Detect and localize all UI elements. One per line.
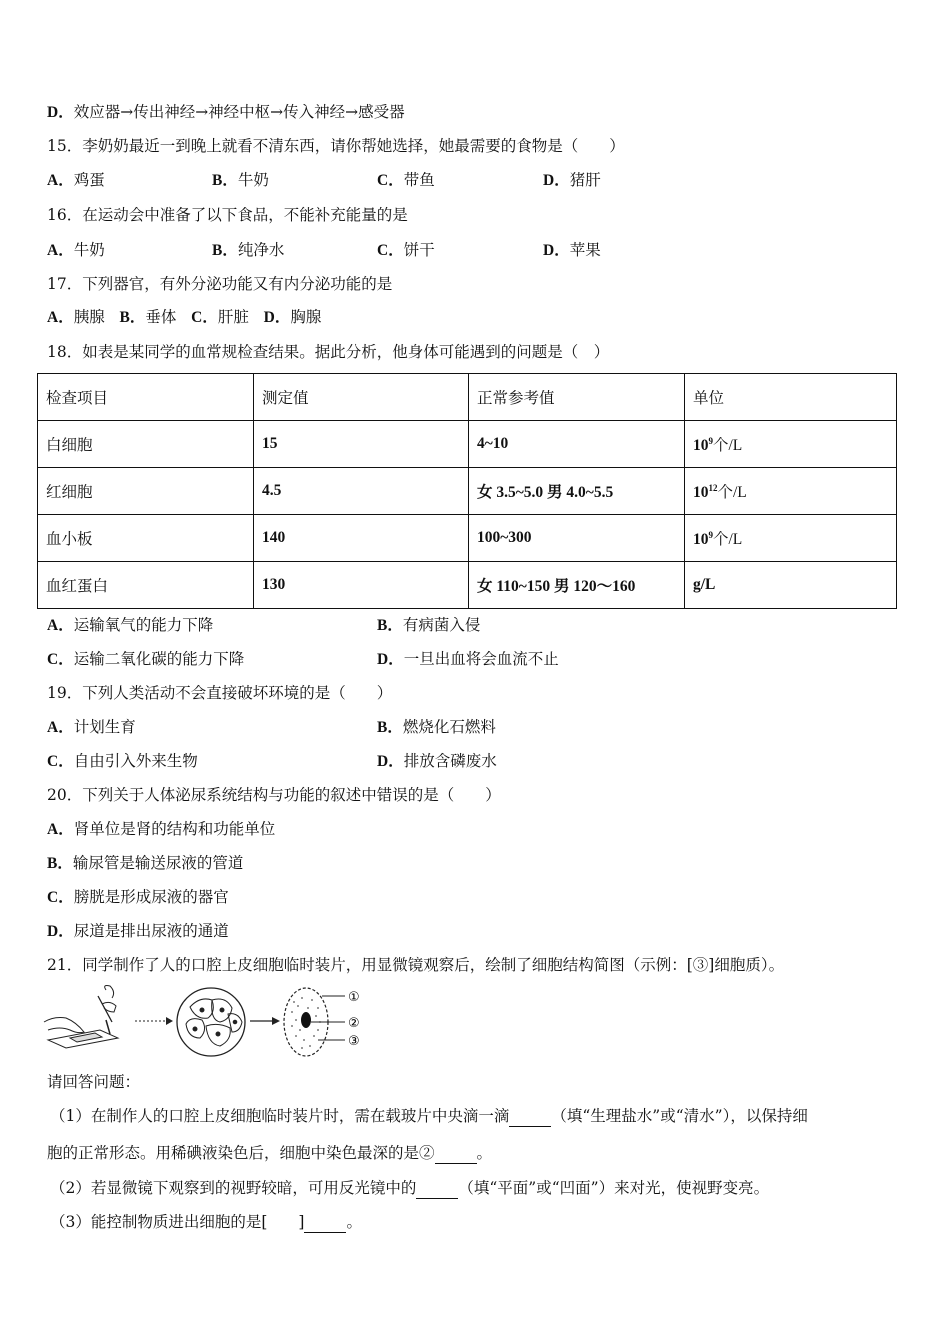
q20-option-a: A．肾单位是肾的结构和功能单位 <box>47 820 276 838</box>
table-header: 测定值 <box>254 374 469 421</box>
table-cell: 130 <box>254 562 469 609</box>
q19-option-d: D．排放含磷废水 <box>377 752 497 770</box>
blood-test-table <box>37 373 897 609</box>
label-2: ② <box>348 1016 360 1031</box>
q18-option-a: A．运输氧气的能力下降 <box>47 616 214 634</box>
table-cell: $10^9$个/L <box>685 515 897 562</box>
q14-option-d: D．效应器→传出神经→神经中枢→传入神经→感受器 <box>47 103 405 121</box>
table-cell: $10^9$个/L <box>685 421 897 468</box>
q16-option-d: D．苹果 <box>543 241 601 259</box>
table-cell: 白细胞 <box>38 421 254 468</box>
q18-option-d: D．一旦出血将会血流不止 <box>377 650 559 668</box>
table-cell: 女 3.5~5.0 男 4.0~5.5 <box>469 468 685 515</box>
q16-stem: 16．在运动会中准备了以下食品，不能补充能量的是 <box>47 206 408 224</box>
label-1: ① <box>348 990 360 1005</box>
q21-part3: （3）能控制物质进出细胞的是[ ] 。 <box>50 1213 362 1231</box>
table-cell: $10^{12}$个/L <box>685 468 897 515</box>
q17-options: A．胰腺 B．垂体 C．肝脏 D．胸腺 <box>47 308 322 326</box>
q17-stem: 17．下列器官，有外分泌功能又有内分泌功能的是 <box>47 275 393 293</box>
q16-option-c: C．饼干 <box>377 241 435 259</box>
table-cell: 15 <box>254 421 469 468</box>
q18-stem: 18．如表是某同学的血常规检查结果。据此分析，他身体可能遇到的问题是（ ） <box>47 343 610 361</box>
table-header-row <box>38 374 897 421</box>
cheek-cell-diagram <box>40 982 380 1062</box>
answer-blank[interactable] <box>304 1212 346 1233</box>
table-cell: 血小板 <box>38 515 254 562</box>
q19-stem: 19．下列人类活动不会直接破坏环境的是（ ） <box>47 684 393 702</box>
q15-option-b: B．牛奶 <box>212 171 269 189</box>
q16-option-b: B．纯净水 <box>212 241 285 259</box>
q21-part1-line1: （1）在制作人的口腔上皮细胞临时装片时，需在载玻片中央滴一滴 （填“生理盐水”或“清水”），以保持细 <box>50 1107 808 1125</box>
q20-option-d: D．尿道是排出尿液的通道 <box>47 922 229 940</box>
table-cell: 140 <box>254 515 469 562</box>
answer-blank[interactable] <box>509 1106 551 1127</box>
table-header: 正常参考值 <box>469 374 685 421</box>
table-row <box>38 468 897 515</box>
q18-option-c: C．运输二氧化碳的能力下降 <box>47 650 245 668</box>
table-cell: 血红蛋白 <box>38 562 254 609</box>
q18-option-b: B．有病菌入侵 <box>377 616 481 634</box>
q21-part1-line2: 胞的正常形态。用稀碘液染色后，细胞中染色最深的是② 。 <box>47 1144 493 1162</box>
table-row <box>38 515 897 562</box>
answer-blank[interactable] <box>416 1178 458 1199</box>
q20-stem: 20．下列关于人体泌尿系统结构与功能的叙述中错误的是（ ） <box>47 786 501 804</box>
solid-arrow <box>250 1017 280 1025</box>
table-cell: 红细胞 <box>38 468 254 515</box>
table-row <box>38 562 897 609</box>
table-cell: 4~10 <box>469 421 685 468</box>
slide-preparation-illustration <box>44 986 118 1049</box>
answer-blank[interactable] <box>435 1143 477 1164</box>
table-cell: 4.5 <box>254 468 469 515</box>
table-cell: 女 110~150 男 120～160 <box>469 562 685 609</box>
q20-option-b: B．输尿管是输送尿液的管道 <box>47 854 244 872</box>
microscope-field-of-view <box>177 988 245 1056</box>
q21-stem: 21．同学制作了人的口腔上皮细胞临时装片，用显微镜观察后，绘制了细胞结构简图（示例：[③]细胞质）。 <box>47 956 785 974</box>
table-header: 检查项目 <box>38 374 254 421</box>
table-row <box>38 421 897 468</box>
single-cell-diagram <box>284 988 360 1056</box>
table-cell: g/L <box>685 562 897 609</box>
q15-stem: 15．李奶奶最近一到晚上就看不清东西，请你帮她选择，她最需要的食物是（ ） <box>47 137 625 155</box>
table-cell: 100~300 <box>469 515 685 562</box>
label-3: ③ <box>348 1034 360 1049</box>
q21-part2: （2）若显微镜下观察到的视野较暗，可用反光镜中的 （填“平面”或“凹面”）来对光，使视野变亮。 <box>50 1179 770 1197</box>
q15-option-a: A．鸡蛋 <box>47 171 105 189</box>
dashed-arrow <box>135 1017 173 1025</box>
q15-option-d: D．猪肝 <box>543 171 601 189</box>
table-header: 单位 <box>685 374 897 421</box>
q19-option-a: A．计划生育 <box>47 718 136 736</box>
q15-option-c: C．带鱼 <box>377 171 435 189</box>
q21-prompt: 请回答问题： <box>47 1073 141 1091</box>
q20-option-c: C．膀胱是形成尿液的器官 <box>47 888 229 906</box>
q19-option-b: B．燃烧化石燃料 <box>377 718 496 736</box>
q16-option-a: A．牛奶 <box>47 241 105 259</box>
q19-option-c: C．自由引入外来生物 <box>47 752 198 770</box>
